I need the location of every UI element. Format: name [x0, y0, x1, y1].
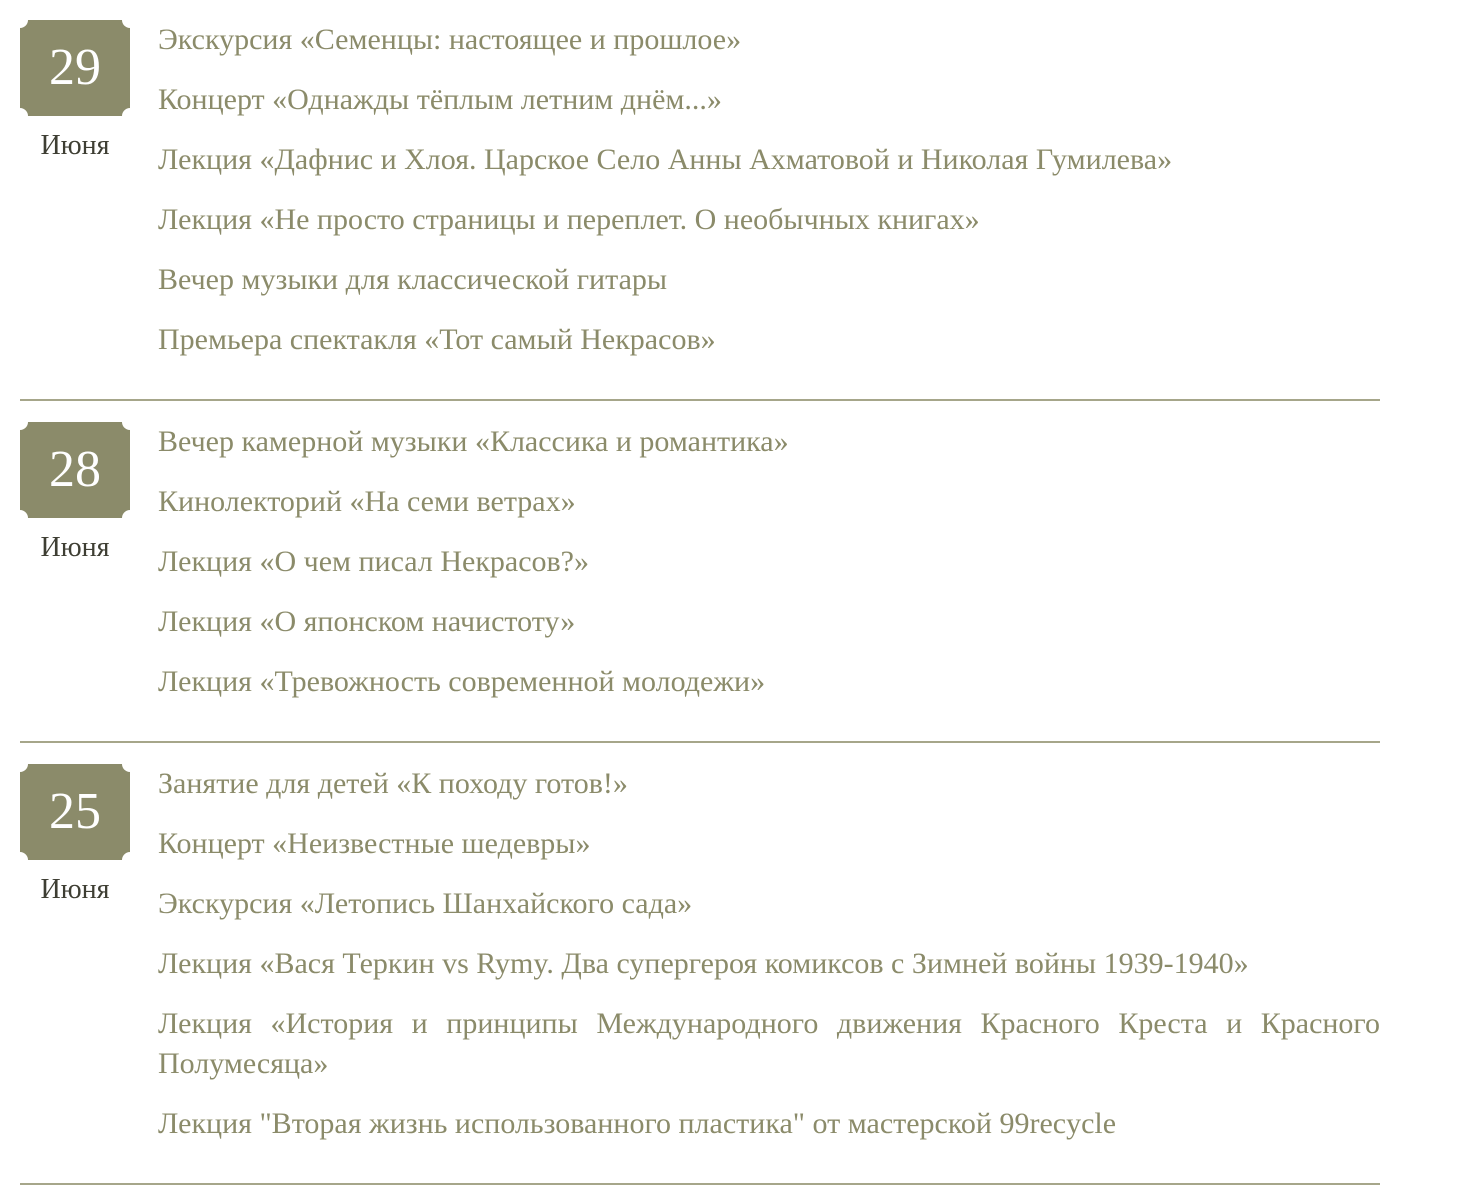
event-link[interactable]: Лекция «Дафнис и Хлоя. Царское Село Анны Ахматовой и Николая Гумилева» — [158, 143, 1173, 176]
date-month-label: Июня — [40, 532, 110, 563]
date-day-number: 28 — [49, 441, 101, 498]
event-link[interactable]: Концерт «Однажды тёплым летним днём...» — [158, 83, 722, 116]
event-link[interactable]: Лекция «Вася Теркин vs Rymy. Два супергероя комиксов с Зимней войны 1939-1940» — [158, 947, 1249, 980]
event-list — [158, 422, 1380, 722]
date-day-number: 25 — [49, 783, 101, 840]
section-divider — [20, 741, 1380, 743]
event-link[interactable]: Вечер музыки для классической гитары — [158, 263, 668, 296]
date-day-number: 29 — [49, 39, 101, 96]
event-link[interactable]: Экскурсия «Летопись Шанхайского сада» — [158, 887, 693, 920]
event-link[interactable]: Лекция «История и принципы Международного движения Красного Креста и Красного Полумесяца» — [158, 1007, 1380, 1080]
event-link[interactable]: Лекция «О японском начистоту» — [158, 605, 576, 638]
date-column — [20, 422, 130, 564]
event-link[interactable]: Занятие для детей «К походу готов!» — [158, 767, 628, 800]
event-link[interactable]: Концерт «Неизвестные шедевры» — [158, 827, 591, 860]
date-month-label: Июня — [40, 130, 110, 161]
date-month-label: Июня — [40, 874, 110, 905]
event-link[interactable]: Лекция «Тревожность современной молодежи» — [158, 665, 766, 698]
event-link[interactable]: Лекция «О чем писал Некрасов?» — [158, 545, 590, 578]
date-column — [20, 764, 130, 906]
section-divider — [20, 399, 1380, 401]
date-badge — [20, 20, 130, 116]
event-link[interactable]: Кинолекторий «На семи ветрах» — [158, 485, 576, 518]
event-link[interactable]: Вечер камерной музыки «Классика и романтика» — [158, 425, 789, 458]
event-list — [158, 20, 1380, 380]
event-link[interactable]: Экскурсия «Семенцы: настоящее и прошлое» — [158, 23, 742, 56]
event-link[interactable]: Лекция "Вторая жизнь использованного пластика" от мастерской 99recycle — [158, 1107, 1117, 1140]
date-badge — [20, 764, 130, 860]
date-badge — [20, 422, 130, 518]
event-link[interactable]: Лекция «Не просто страницы и переплет. О необычных книгах» — [158, 203, 980, 236]
event-link[interactable]: Премьера спектакля «Тот самый Некрасов» — [158, 323, 716, 356]
event-list — [158, 764, 1380, 1164]
section-divider — [20, 1183, 1380, 1185]
date-column — [20, 20, 130, 162]
